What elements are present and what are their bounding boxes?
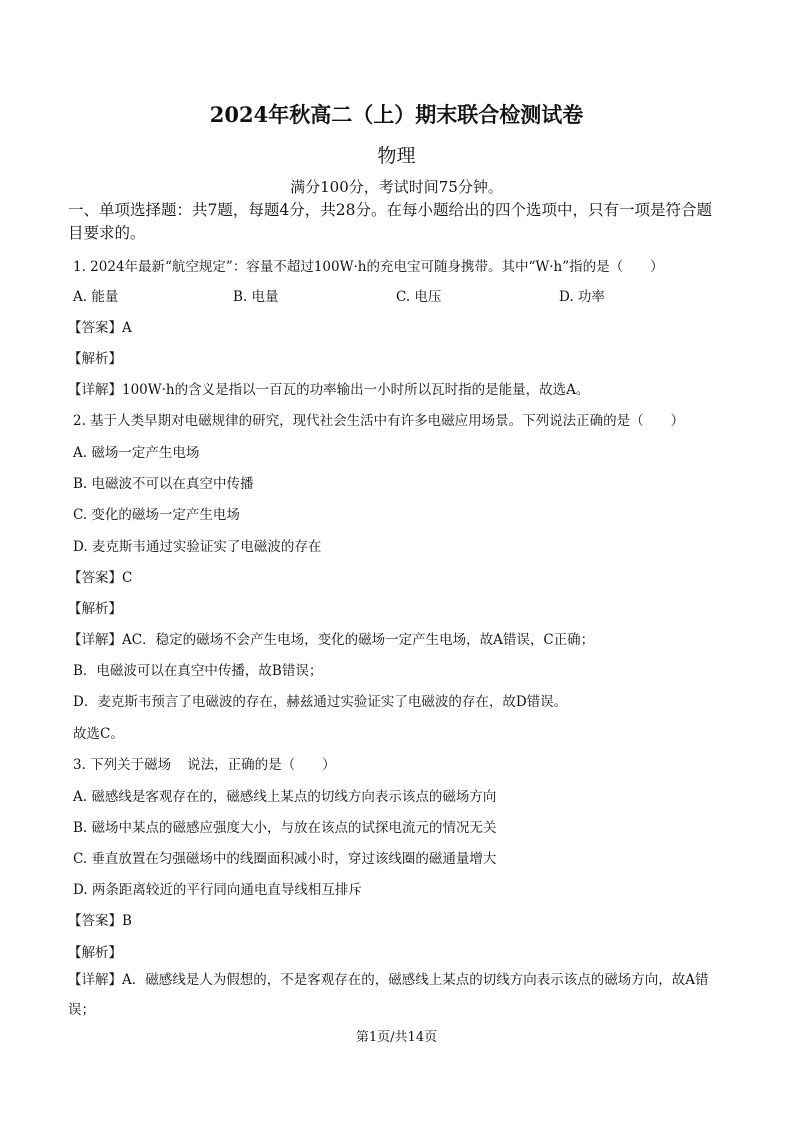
question-1-option-c: C. 电压: [396, 289, 442, 305]
question-1-option-b: B. 电量: [233, 289, 279, 305]
question-2-conclusion: 故选C。: [73, 726, 124, 742]
question-3-detail: 【详解】A．磁感线是人为假想的，不是客观存在的，磁感线上某点的切线方向表示该点的磁场方向，故A错误；: [68, 972, 709, 1018]
question-3-option-d: D. 两条距离较近的平行同向通电直导线相互排斥: [73, 882, 362, 898]
question-3-option-c: C. 垂直放置在匀强磁场中的线圈面积减小时，穿过该线圈的磁通量增大: [73, 851, 497, 867]
page-number: 第1页/共14页: [355, 1030, 438, 1045]
question-2-option-b: B. 电磁波不可以在真空中传播: [73, 476, 254, 492]
question-2-detail-1: 【详解】AC．稳定的磁场不会产生电场，变化的磁场一定产生电场，故A错误，C正确；: [68, 632, 595, 648]
exam-title: 2024年秋高二（上）期末联合检测试卷: [209, 102, 584, 127]
question-2-answer: 【答案】C: [68, 570, 133, 586]
section-heading: 一、单项选择题：共7题，每题4分，共28分。在每小题给出的四个选项中，只有一项是符合题目要求的。: [68, 201, 712, 242]
question-1-analysis: 【解析】: [68, 351, 122, 367]
subject-title: 物理: [377, 145, 416, 167]
question-2-option-d: D. 麦克斯韦通过实验证实了电磁波的存在: [73, 539, 322, 555]
question-3-stem-before: 3. 下列关于磁场: [73, 757, 172, 773]
question-3-option-a: A. 磁感线是客观存在的，磁感线上某点的切线方向表示该点的磁场方向: [73, 789, 497, 805]
question-2-detail-2: B．电磁波可以在真空中传播，故B错误；: [73, 663, 323, 679]
question-2-detail-3: D．麦克斯韦预言了电磁波的存在，赫兹通过实验证实了电磁波的存在，故D错误。: [73, 694, 568, 710]
question-1-stem: 1. 2024年最新“航空规定”：容量不超过100W·h的充电宝可随身携带。其中“W·h”指的是（ ）: [73, 259, 664, 275]
question-3-option-b: B. 磁场中某点的磁感应强度大小，与放在该点的试探电流元的情况无关: [73, 820, 497, 836]
question-2-option-c: C. 变化的磁场一定产生电场: [73, 507, 240, 523]
question-2-analysis: 【解析】: [68, 601, 122, 617]
exam-info: 满分100分，考试时间75分钟。: [290, 178, 503, 196]
question-1-option-a: A. 能量: [73, 289, 119, 305]
question-3-analysis: 【解析】: [68, 945, 122, 961]
question-3-answer: 【答案】B: [68, 913, 132, 929]
question-1-detail: 【详解】100W·h的含义是指以一百瓦的功率输出一小时所以瓦时指的是能量，故选A。: [68, 382, 590, 398]
question-1-option-d: D. 功率: [559, 289, 605, 305]
question-3-stem: [73, 753, 336, 773]
question-2-option-a: A. 磁场一定产生电场: [73, 445, 200, 461]
question-1-answer: 【答案】A: [68, 320, 132, 336]
question-3-stem-after: 说法，正确的是（ ）: [187, 757, 336, 773]
question-2-stem: 2. 基于人类早期对电磁规律的研究，现代社会生活中有许多电磁应用场景。下列说法正确的是（ ）: [73, 413, 685, 429]
